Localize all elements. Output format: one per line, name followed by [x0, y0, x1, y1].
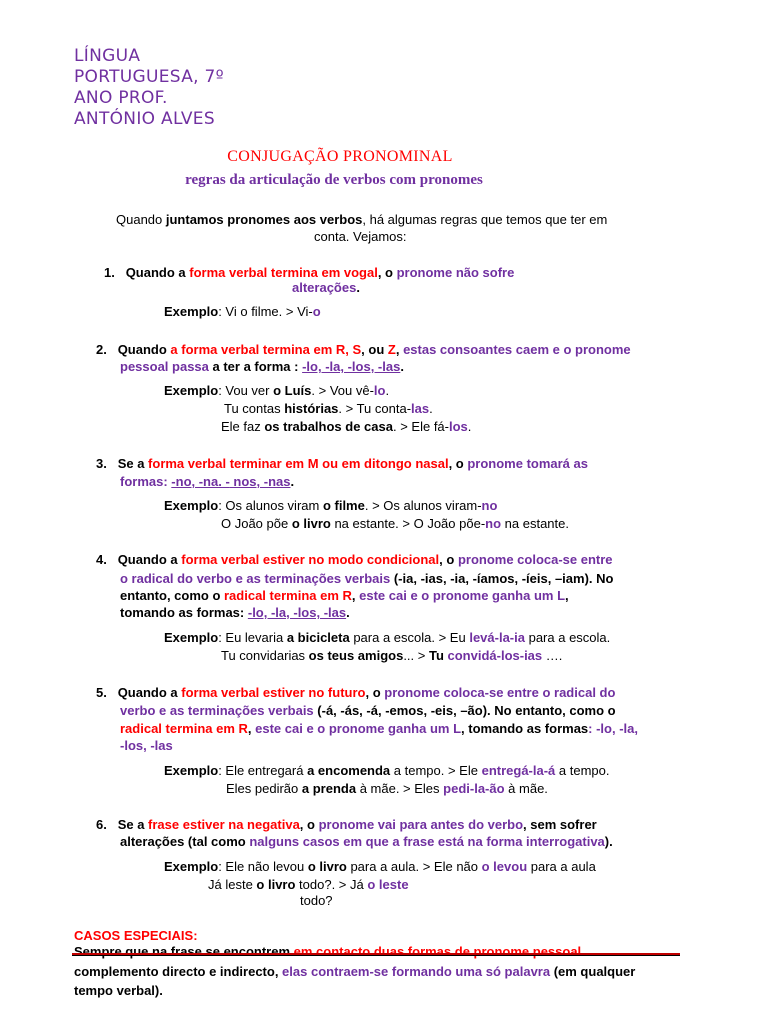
rule-2-example: Ele faz os trabalhos de casa. > Ele fá-los. [221, 419, 472, 434]
rule-1: 1. Quando a forma verbal termina em vogal, o pronome não sofre [104, 265, 515, 280]
title-line: PORTUGUESA, 7º [74, 67, 224, 87]
title-line: LÍNGUA [74, 46, 141, 66]
rule-4-cont: tomando as formas: -lo, -la, -los, -las. [120, 605, 350, 620]
rule-number: 1. [104, 265, 115, 280]
title-line: ANTÓNIO ALVES [74, 109, 215, 129]
rule-3: 3. Se a forma verbal terminar em M ou em ditongo nasal, o pronome tomará as [96, 456, 588, 471]
rule-2-cont: pessoal passa a ter a forma : -lo, -la, -los, -las. [120, 359, 404, 374]
rule-2-example: Tu contas histórias. > Tu conta-las. [224, 401, 433, 416]
rule-number: 5. [96, 685, 107, 700]
rule-3-example: O João põe o livro na estante. > O João põe-no na estante. [221, 516, 569, 531]
rule-2-example: Exemplo: Vou ver o Luís. > Vou vê-lo. [164, 383, 390, 398]
rule-5-cont: radical termina em R, este cai e o pronome ganha um L, tomando as formas: -lo, -la, [120, 721, 638, 736]
rule-number: 6. [96, 817, 107, 832]
rule-6-example: todo? [300, 893, 333, 908]
subtitle: regras da articulação de verbos com pronomes [185, 172, 483, 188]
rule-1-example: Exemplo: Vi o filme. > Vi-o [164, 304, 321, 319]
special-cases-line: complemento directo e indirecto, elas contraem-se formando uma só palavra (em qualquer [74, 964, 636, 979]
document-author-title [74, 46, 224, 130]
rule-number: 4. [96, 552, 107, 567]
main-title: CONJUGAÇÃO PRONOMINAL [227, 148, 453, 165]
rule-4-cont: entanto, como o radical termina em R, este cai e o pronome ganha um L, [120, 588, 569, 603]
rule-5-example: Exemplo: Ele entregará a encomenda a tempo. > Ele entregá-la-á a tempo. [164, 763, 610, 778]
intro-line: Quando juntamos pronomes aos verbos, há algumas regras que temos que ter em [116, 212, 608, 227]
rule-5-example: Eles pedirão a prenda à mãe. > Eles pedi-la-ão à mãe. [226, 781, 548, 796]
special-cases-line: Sempre que na frase se encontrem em contacto duas formas de pronome pessoal [74, 944, 582, 959]
rule-6-example: Já leste o livro todo?. > Já o leste [208, 877, 409, 892]
intro-line: conta. Vejamos: [314, 229, 407, 244]
rule-5-cont: verbo e as terminações verbais (-á, -ás, -á, -emos, -eis, –ão). No entanto, como o [120, 703, 616, 718]
rule-4-cont: o radical do verbo e as terminações verbais (-ia, -ias, -ia, -íamos, -íeis, –iam). No [120, 571, 614, 586]
rule-number: 2. [96, 342, 107, 357]
rule-number: 3. [96, 456, 107, 471]
rule-6: 6. Se a frase estiver na negativa, o pronome vai para antes do verbo, sem sofrer [96, 817, 597, 832]
rule-5-cont: -los, -las [120, 738, 173, 753]
strike-through-line [72, 953, 680, 956]
rule-4-example: Tu convidarias os teus amigos... > Tu convidá-los-ias …. [221, 648, 563, 663]
special-cases-heading: CASOS ESPECIAIS: [74, 928, 198, 943]
rule-2: 2. Quando a forma verbal termina em R, S, ou Z, estas consoantes caem e o pronome [96, 342, 631, 357]
rule-6-cont: alterações (tal como nalguns casos em que a frase está na forma interrogativa). [120, 834, 613, 849]
rule-1-cont: alterações. [292, 280, 360, 295]
rule-3-example: Exemplo: Os alunos viram o filme. > Os alunos viram-no [164, 498, 498, 513]
rule-6-example: Exemplo: Ele não levou o livro para a aula. > Ele não o levou para a aula [164, 859, 596, 874]
rule-4: 4. Quando a forma verbal estiver no modo condicional, o pronome coloca-se entre [96, 552, 613, 567]
rule-3-cont: formas: -no, -na. - nos, -nas. [120, 474, 295, 489]
rule-4-example: Exemplo: Eu levaria a bicicleta para a escola. > Eu levá-la-ia para a escola. [164, 630, 611, 645]
title-line: ANO PROF. [74, 88, 168, 108]
rule-5: 5. Quando a forma verbal estiver no futuro, o pronome coloca-se entre o radical do [96, 685, 616, 700]
special-cases-line: tempo verbal). [74, 983, 163, 998]
